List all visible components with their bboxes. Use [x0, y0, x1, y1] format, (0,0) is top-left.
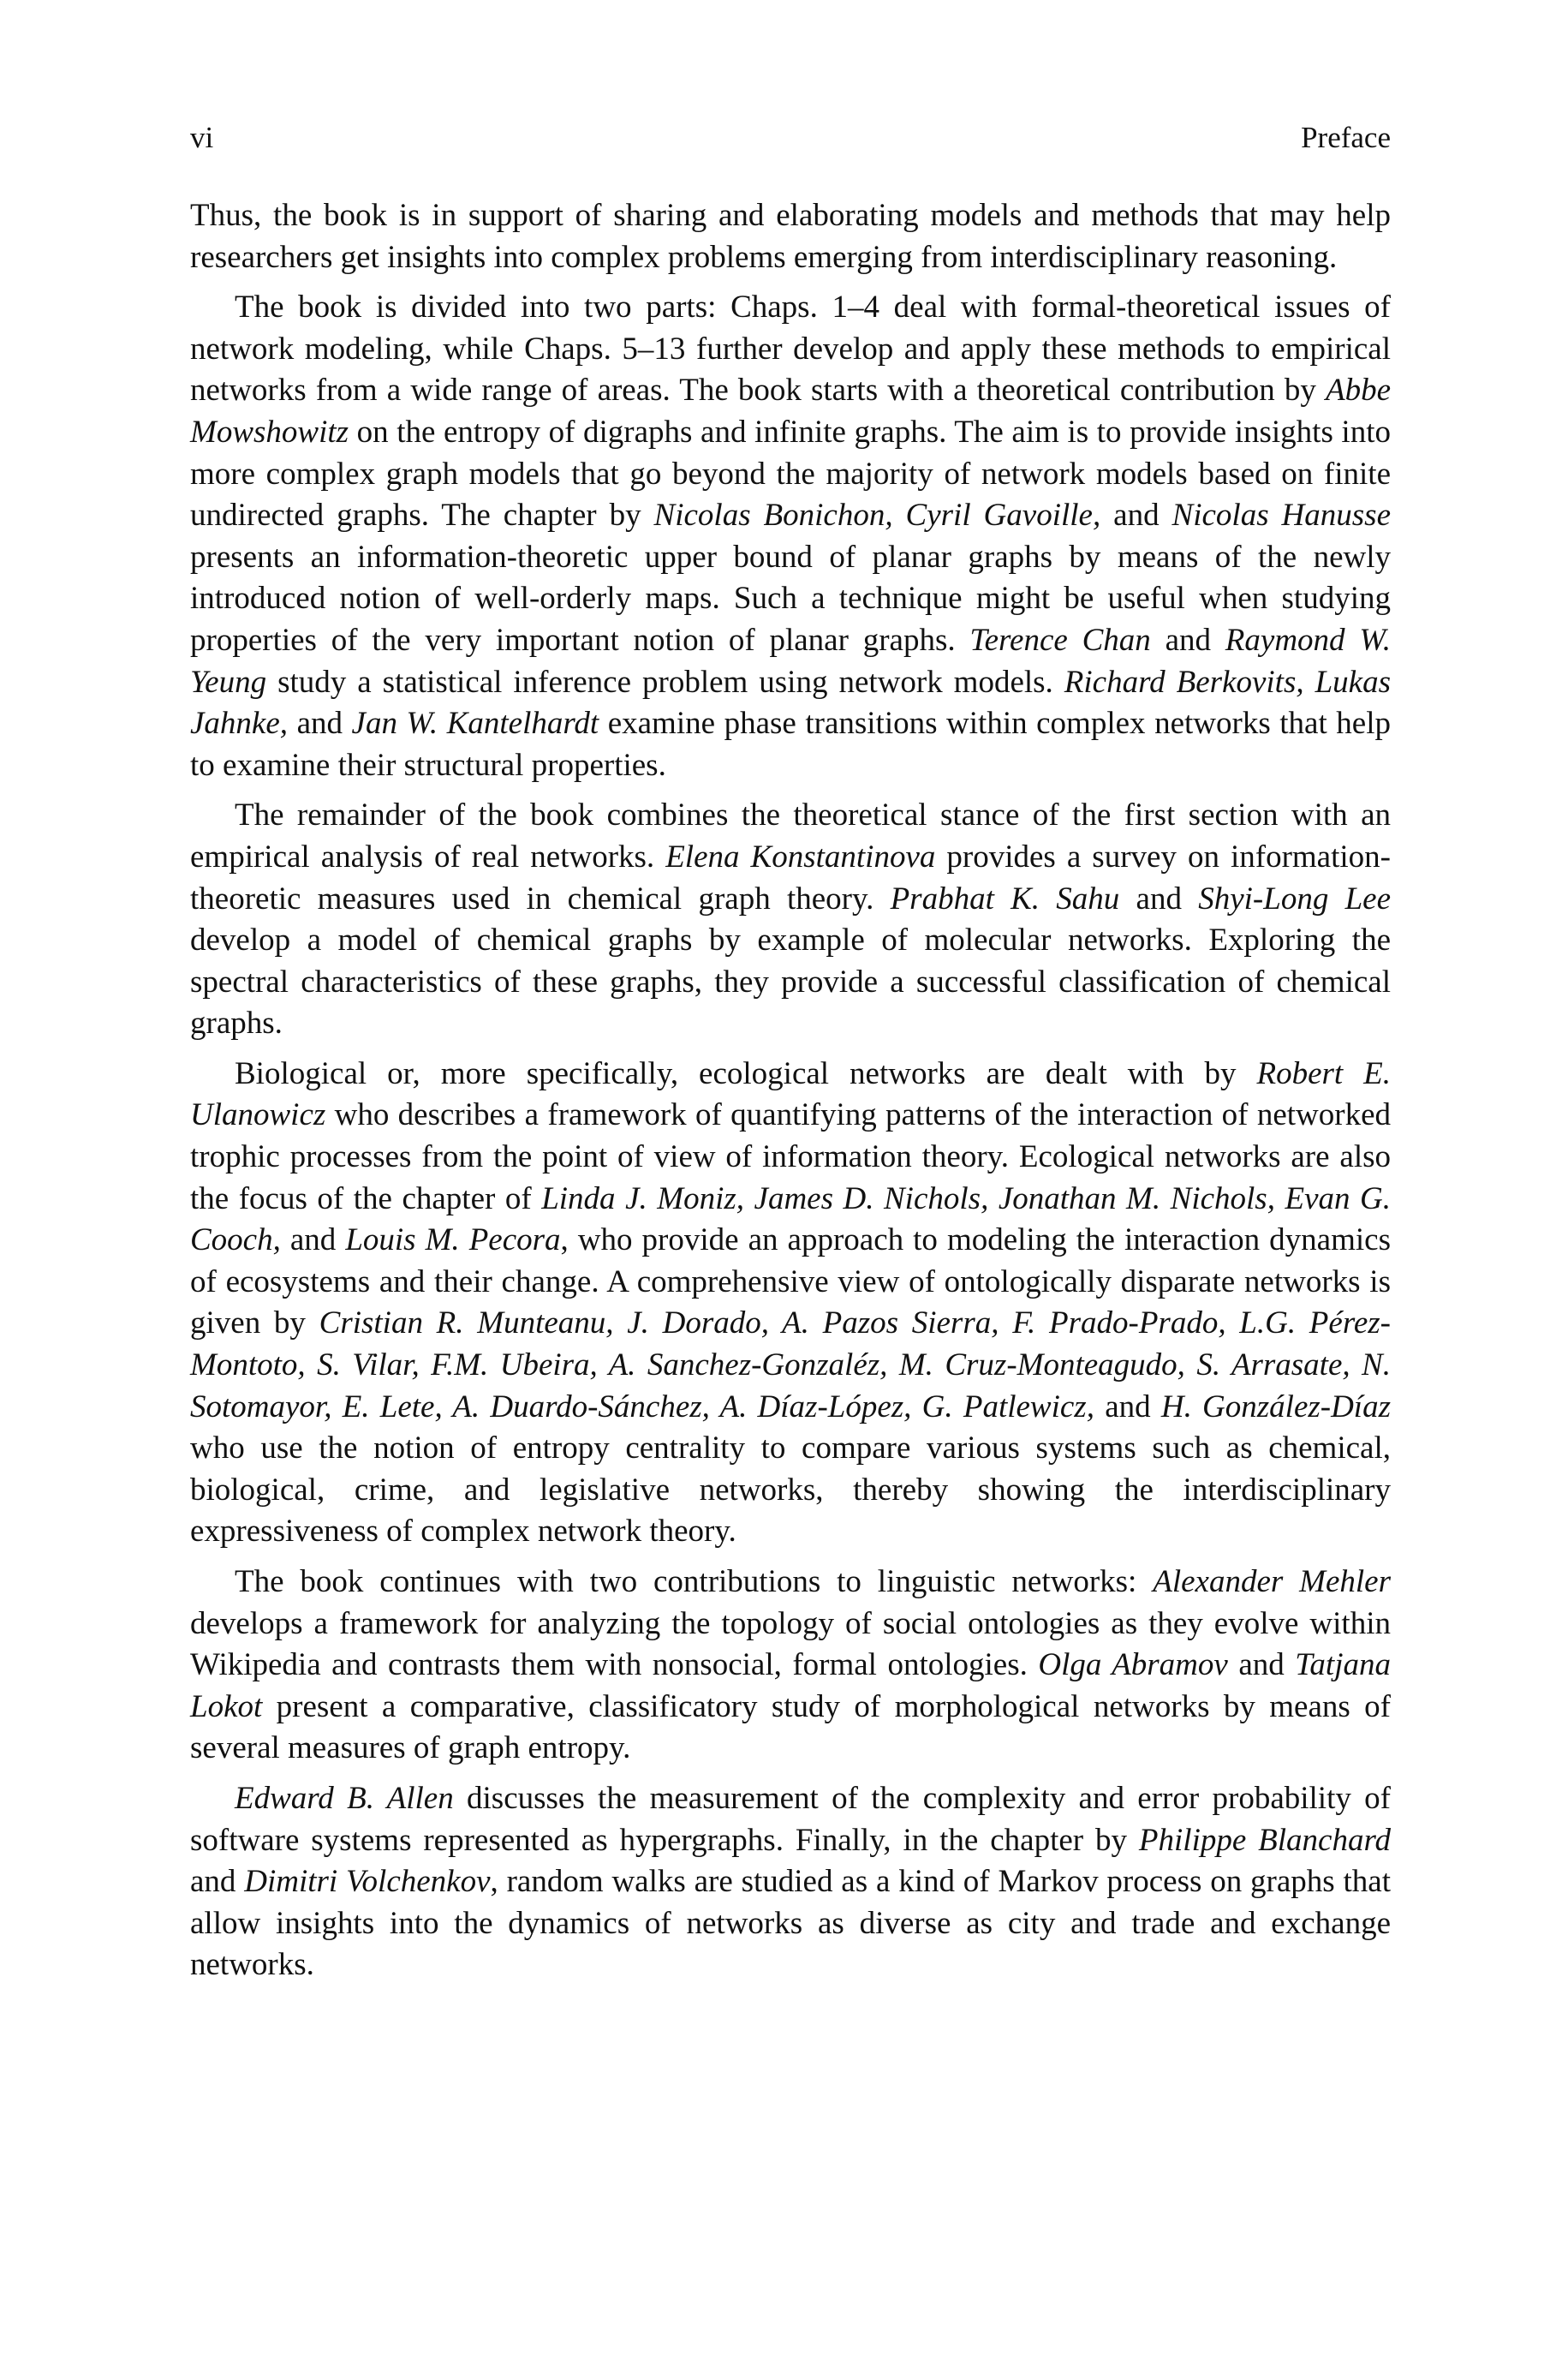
book-page [190, 120, 1391, 1995]
author-name: Raymond W. Yeung [190, 622, 1392, 700]
text-run: Thus, the book is in support of sharing and elaborating models and methods that may help researchers get insights into complex problems emerging from interdisciplinary reasoning. [190, 198, 1391, 275]
paragraph [190, 195, 1391, 278]
text-run: and [1100, 498, 1172, 534]
author-name: Elena Konstantinova [665, 839, 936, 875]
author-name: H. González-Díaz [1160, 1389, 1391, 1424]
text-run: and [288, 706, 352, 742]
author-name: Olga Abramov [1038, 1647, 1228, 1683]
text-run: presents an information-theoretic upper bound of planar graphs by means of the newly introduced notion of well-orderly maps. Such a technique might be useful when studying properties of the very important notion of planar graphs. [190, 539, 1391, 658]
running-head [190, 120, 1391, 156]
author-name: Louis M. Pecora [345, 1222, 561, 1258]
author-name: Philippe Blanchard [1138, 1822, 1391, 1858]
author-name: Richard Berkovits, Lukas Jahnke, [190, 664, 1391, 742]
text-run: The remainder of the book combines the theoretical stance of the first section with an empirical analysis of real networks. [190, 797, 1391, 875]
author-name: Alexander Mehler [1153, 1564, 1391, 1599]
author-name: Cristian R. Munteanu, J. Dorado, A. Pazos Sierra, F. Prado-Prado, L.G. Pérez-Montoto, S. Vilar, F.M. Ubeira, A. Sanchez-Gonzaléz, M. Cruz-Monteagudo, S. Arrasate, N. Sotomayor, E. Lete, A. Duardo-Sánchez, A. Díaz-López, G. Patlewicz, [190, 1305, 1391, 1424]
author-name: Jan W. Kantelhardt [351, 706, 599, 742]
text-run: discusses the measurement of the complexity and error probability of software systems represented as hypergraphs. Finally, in the chapter by [190, 1780, 1391, 1858]
author-name: Edward B. Allen [235, 1780, 454, 1816]
text-run: and [190, 1864, 245, 1900]
text-run: develop a model of chemical graphs by example of molecular networks. Exploring the spectral characteristics of these graphs, they provide a successful classification of chemical graphs. [190, 923, 1391, 1042]
text-run: present a comparative, classificatory study of morphological networks by means of several measures of graph entropy. [190, 1688, 1391, 1766]
running-title: Preface [1301, 121, 1391, 154]
page-number: vi [190, 121, 214, 154]
text-run: and [1227, 1647, 1296, 1683]
text-run: and [1119, 881, 1199, 917]
author-name: Robert E. Ulanowicz [190, 1055, 1392, 1133]
paragraph [190, 795, 1391, 1045]
text-run: on the entropy of digraphs and infinite graphs. The aim is to provide insights into more complex graph models that go beyond the majority of network models based on finite undirected graphs. The chapter by [190, 414, 1391, 534]
text-run: and [280, 1222, 346, 1258]
text-run: develops a framework for analyzing the topology of social ontologies as they evolve within Wikipedia and contrasts them with nonsocial, formal ontologies. [190, 1605, 1391, 1683]
text-run: The book continues with two contributions to linguistic networks: [235, 1564, 1154, 1599]
author-name: Dimitri Volchenkov [244, 1864, 491, 1900]
author-name: Prabhat K. Sahu [890, 881, 1120, 917]
author-name: Abbe Mowshowitz [190, 373, 1391, 450]
text-run: and [1150, 622, 1225, 658]
paragraph [190, 287, 1391, 786]
author-name: Shyi-Long Lee [1198, 881, 1391, 917]
text-run: who describes a framework of quantifying patterns of the interaction of networked trophic processes from the point of view of information theory. Ecological networks are also the focus of the chapter of [190, 1097, 1391, 1216]
text-run: who use the notion of entropy centrality to compare various systems such as chemical, biological, crime, and legislative networks, thereby showing the interdisciplinary expressiveness of complex network theory. [190, 1430, 1391, 1550]
text-run: and [1094, 1389, 1161, 1424]
author-name: Nicolas Hanusse [1172, 498, 1391, 534]
author-name: Linda J. Moniz, James D. Nichols, Jonathan M. Nichols, Evan G. Cooch, [190, 1180, 1391, 1258]
author-name: Terence Chan [969, 622, 1151, 658]
text-run: provides a survey on information-theoretic measures used in chemical graph theory. [190, 839, 1391, 917]
text-run: The book is divided into two parts: Chaps. 1–4 deal with formal-theoretical issues of network modeling, while Chaps. 5–13 further develop and apply these methods to empirical networks from a wide range of areas. The book starts with a theoretical contribution by [190, 290, 1391, 409]
body-text [190, 195, 1391, 1986]
text-run: study a statistical inference problem using network models. [266, 664, 1064, 700]
text-run: , random walks are studied as a kind of Markov process on graphs that allow insights into the dynamics of networks as diverse as city and trade and exchange networks. [190, 1864, 1391, 1983]
paragraph [190, 1054, 1391, 1553]
author-name: Nicolas Bonichon, Cyril Gavoille, [653, 498, 1101, 534]
author-name: Tatjana Lokot [190, 1647, 1391, 1724]
paragraph [190, 1562, 1391, 1770]
text-run: examine phase transitions within complex networks that help to examine their structural properties. [190, 706, 1391, 783]
paragraph [190, 1778, 1391, 1986]
text-run: Biological or, more specifically, ecological networks are dealt with by [235, 1055, 1257, 1091]
text-run: , who provide an approach to modeling the interaction dynamics of ecosystems and their change. A comprehensive view of ontologically disparate networks is given by [190, 1222, 1391, 1341]
